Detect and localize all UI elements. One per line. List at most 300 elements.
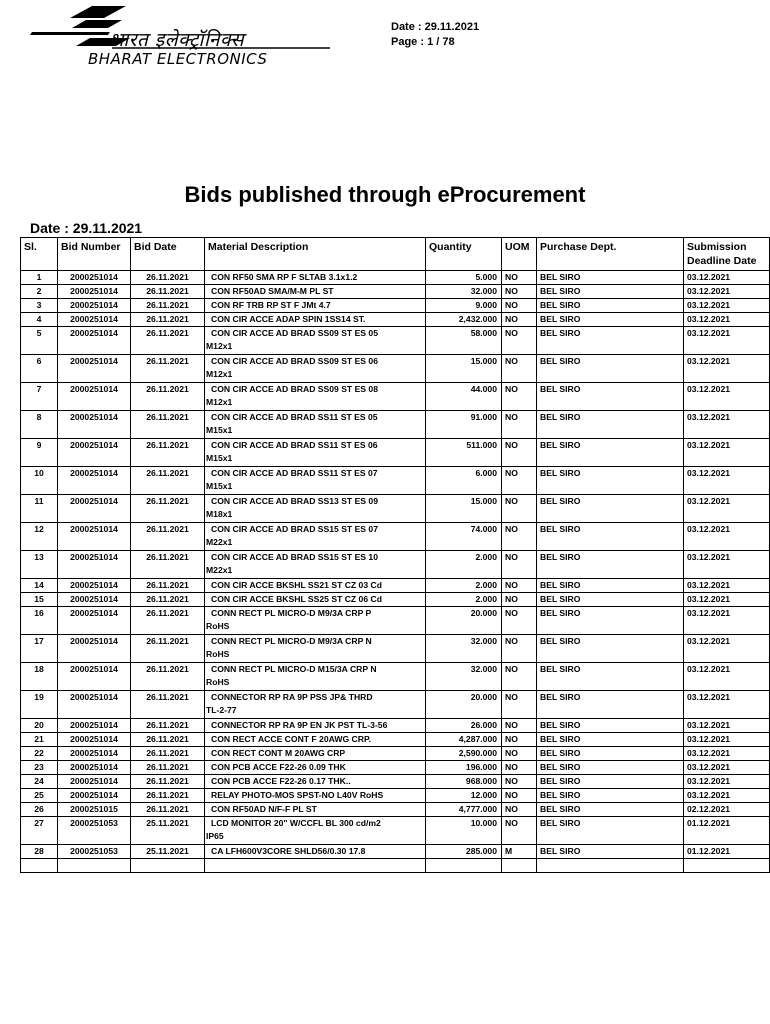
- cell-quantity: 20.000: [426, 691, 502, 719]
- description-line: CON CIR ACCE AD BRAD SS11 ST ES 05: [211, 412, 378, 422]
- cell-sl: 5: [21, 327, 58, 355]
- cell-material-description: [205, 761, 426, 775]
- description-line: CON CIR ACCE BKSHL SS25 ST CZ 06 Cd: [211, 594, 382, 604]
- cell-bid-number: 2000251014: [58, 523, 131, 551]
- cell-deadline: 03.12.2021: [684, 593, 770, 607]
- cell-bid-number: 2000251014: [58, 411, 131, 439]
- cell-bid-date: 26.11.2021: [131, 803, 205, 817]
- cell-sl: 20: [21, 719, 58, 733]
- cell-uom: NO: [502, 691, 537, 719]
- cell-bid-date: 26.11.2021: [131, 523, 205, 551]
- description-line-2: M12x1: [206, 397, 233, 407]
- table-row: [21, 733, 770, 747]
- cell-bid-date: 26.11.2021: [131, 495, 205, 523]
- description-line-2: TL-2-77: [206, 705, 237, 715]
- cell-quantity: 44.000: [426, 383, 502, 411]
- cell-bid-number: 2000251014: [58, 789, 131, 803]
- cell-deadline: 03.12.2021: [684, 411, 770, 439]
- cell-quantity: 74.000: [426, 523, 502, 551]
- cell-deadline: 03.12.2021: [684, 439, 770, 467]
- cell-quantity: 58.000: [426, 327, 502, 355]
- description-line-2: M15x1: [206, 425, 233, 435]
- cell-sl: 23: [21, 761, 58, 775]
- cell-sl: 16: [21, 607, 58, 635]
- cell-bid-date: 26.11.2021: [131, 733, 205, 747]
- table-row: [21, 761, 770, 775]
- bids-table: [20, 237, 770, 873]
- cell-purchase-dept: BEL SIRO: [537, 607, 684, 635]
- cell-deadline: 03.12.2021: [684, 495, 770, 523]
- table-row: [21, 719, 770, 733]
- cell-bid-number: 2000251014: [58, 439, 131, 467]
- cell-deadline: 03.12.2021: [684, 313, 770, 327]
- cell-sl: 21: [21, 733, 58, 747]
- table-row: [21, 383, 770, 411]
- cell-material-description: [205, 817, 426, 845]
- description-line: LCD MONITOR 20" W/CCFL BL 300 cd/m2: [211, 818, 381, 828]
- cell-uom: NO: [502, 607, 537, 635]
- cell-bid-number: 2000251014: [58, 635, 131, 663]
- description-line: CON PCB ACCE F22-26 0.09 THK: [211, 762, 346, 772]
- cell-bid-date: 26.11.2021: [131, 355, 205, 383]
- cell-uom: NO: [502, 299, 537, 313]
- cell-material-description: [205, 579, 426, 593]
- col-header-quantity: Quantity: [426, 238, 502, 271]
- description-line-2: RoHS: [206, 649, 230, 659]
- cell-purchase-dept: BEL SIRO: [537, 439, 684, 467]
- cell-uom: NO: [502, 817, 537, 845]
- description-line: CON CIR ACCE AD BRAD SS15 ST ES 07: [211, 524, 378, 534]
- cell-material-description: [205, 495, 426, 523]
- cell-purchase-dept: BEL SIRO: [537, 719, 684, 733]
- empty-row: [21, 859, 770, 873]
- cell-bid-number: 2000251014: [58, 775, 131, 789]
- cell-quantity: 9.000: [426, 299, 502, 313]
- table-row: [21, 747, 770, 761]
- cell-bid-date: 26.11.2021: [131, 285, 205, 299]
- cell-purchase-dept: BEL SIRO: [537, 523, 684, 551]
- cell-bid-number: 2000251014: [58, 579, 131, 593]
- col-header-sl: Sl.: [21, 238, 58, 271]
- description-line-2: M22x1: [206, 565, 233, 575]
- table-row: [21, 845, 770, 859]
- cell-sl: 7: [21, 383, 58, 411]
- cell-material-description: [205, 355, 426, 383]
- cell-deadline: 03.12.2021: [684, 719, 770, 733]
- page-counter: Page : 1 / 78: [391, 36, 455, 48]
- cell-sl: 3: [21, 299, 58, 313]
- cell-sl: 24: [21, 775, 58, 789]
- cell-deadline: 01.12.2021: [684, 817, 770, 845]
- empty-cell: [426, 859, 502, 873]
- cell-deadline: 03.12.2021: [684, 761, 770, 775]
- empty-cell: [58, 859, 131, 873]
- empty-cell: [21, 859, 58, 873]
- cell-purchase-dept: BEL SIRO: [537, 327, 684, 355]
- cell-bid-date: 26.11.2021: [131, 593, 205, 607]
- table-row: [21, 439, 770, 467]
- cell-sl: 15: [21, 593, 58, 607]
- cell-uom: NO: [502, 383, 537, 411]
- cell-uom: NO: [502, 733, 537, 747]
- cell-deadline: 03.12.2021: [684, 327, 770, 355]
- cell-bid-date: 26.11.2021: [131, 439, 205, 467]
- description-line-2: M18x1: [206, 509, 233, 519]
- cell-uom: NO: [502, 327, 537, 355]
- cell-quantity: 32.000: [426, 285, 502, 299]
- cell-quantity: 20.000: [426, 607, 502, 635]
- document-date: Date : 29.11.2021: [391, 21, 480, 33]
- description-line: CON RECT CONT M 20AWG CRP: [211, 748, 346, 758]
- cell-purchase-dept: BEL SIRO: [537, 411, 684, 439]
- col-header-material-description: Material Description: [205, 238, 426, 271]
- description-line: CON CIR ACCE AD BRAD SS09 ST ES 08: [211, 384, 378, 394]
- cell-sl: 1: [21, 271, 58, 285]
- document-meta: [391, 20, 479, 50]
- cell-material-description: [205, 635, 426, 663]
- description-line: CON RF TRB RP ST F JMt 4.7: [211, 300, 331, 310]
- cell-purchase-dept: BEL SIRO: [537, 733, 684, 747]
- description-line: CON CIR ACCE AD BRAD SS13 ST ES 09: [211, 496, 378, 506]
- cell-bid-number: 2000251014: [58, 607, 131, 635]
- cell-quantity: 6.000: [426, 467, 502, 495]
- cell-deadline: 03.12.2021: [684, 383, 770, 411]
- table-row: [21, 299, 770, 313]
- cell-material-description: [205, 691, 426, 719]
- cell-deadline: 01.12.2021: [684, 845, 770, 859]
- cell-material-description: [205, 719, 426, 733]
- cell-deadline: 03.12.2021: [684, 579, 770, 593]
- cell-purchase-dept: BEL SIRO: [537, 803, 684, 817]
- cell-material-description: [205, 411, 426, 439]
- cell-purchase-dept: BEL SIRO: [537, 691, 684, 719]
- cell-quantity: 196.000: [426, 761, 502, 775]
- cell-material-description: [205, 523, 426, 551]
- cell-uom: NO: [502, 551, 537, 579]
- cell-material-description: [205, 299, 426, 313]
- cell-material-description: [205, 803, 426, 817]
- cell-bid-date: 26.11.2021: [131, 383, 205, 411]
- cell-deadline: 03.12.2021: [684, 299, 770, 313]
- cell-material-description: [205, 593, 426, 607]
- cell-purchase-dept: BEL SIRO: [537, 299, 684, 313]
- table-row: [21, 355, 770, 383]
- cell-uom: NO: [502, 747, 537, 761]
- empty-cell: [131, 859, 205, 873]
- cell-uom: M: [502, 845, 537, 859]
- description-line: CONN RECT PL MICRO-D M9/3A CRP N: [211, 636, 372, 646]
- cell-uom: NO: [502, 775, 537, 789]
- table-row: [21, 411, 770, 439]
- cell-material-description: [205, 313, 426, 327]
- cell-sl: 2: [21, 285, 58, 299]
- description-line-2: RoHS: [206, 677, 230, 687]
- cell-quantity: 32.000: [426, 635, 502, 663]
- cell-bid-number: 2000251014: [58, 271, 131, 285]
- cell-material-description: [205, 467, 426, 495]
- cell-uom: NO: [502, 719, 537, 733]
- cell-uom: NO: [502, 411, 537, 439]
- cell-quantity: 285.000: [426, 845, 502, 859]
- description-line-2: M15x1: [206, 453, 233, 463]
- cell-quantity: 4,777.000: [426, 803, 502, 817]
- table-row: [21, 593, 770, 607]
- cell-deadline: 03.12.2021: [684, 733, 770, 747]
- cell-bid-date: 26.11.2021: [131, 411, 205, 439]
- empty-cell: [537, 859, 684, 873]
- cell-sl: 26: [21, 803, 58, 817]
- cell-purchase-dept: BEL SIRO: [537, 635, 684, 663]
- cell-bid-date: 26.11.2021: [131, 747, 205, 761]
- table-row: [21, 467, 770, 495]
- cell-purchase-dept: BEL SIRO: [537, 789, 684, 803]
- cell-purchase-dept: BEL SIRO: [537, 313, 684, 327]
- col-header-submission-deadline: Submission Deadline Date: [684, 238, 770, 271]
- cell-deadline: 03.12.2021: [684, 355, 770, 383]
- table-header-row: [21, 238, 770, 271]
- col-header-bid-number: Bid Number: [58, 238, 131, 271]
- cell-uom: NO: [502, 495, 537, 523]
- empty-cell: [502, 859, 537, 873]
- cell-bid-number: 2000251015: [58, 803, 131, 817]
- cell-material-description: [205, 747, 426, 761]
- description-line-2: M22x1: [206, 537, 233, 547]
- cell-purchase-dept: BEL SIRO: [537, 817, 684, 845]
- cell-sl: 19: [21, 691, 58, 719]
- cell-material-description: [205, 607, 426, 635]
- cell-sl: 27: [21, 817, 58, 845]
- empty-cell: [684, 859, 770, 873]
- logo-hindi-text: भारत इलेक्ट्रॉनिक्स: [110, 29, 245, 51]
- cell-deadline: 03.12.2021: [684, 663, 770, 691]
- cell-quantity: 2.000: [426, 593, 502, 607]
- table-row: [21, 271, 770, 285]
- description-line-2: M12x1: [206, 341, 233, 351]
- table-row: [21, 789, 770, 803]
- cell-bid-number: 2000251014: [58, 495, 131, 523]
- description-line: CONN RECT PL MICRO-D M9/3A CRP P: [211, 608, 372, 618]
- description-line: CON CIR ACCE AD BRAD SS15 ST ES 10: [211, 552, 378, 562]
- table-row: [21, 663, 770, 691]
- cell-bid-date: 26.11.2021: [131, 719, 205, 733]
- cell-purchase-dept: BEL SIRO: [537, 285, 684, 299]
- cell-sl: 18: [21, 663, 58, 691]
- table-row: [21, 285, 770, 299]
- cell-bid-number: 2000251014: [58, 285, 131, 299]
- table-row: [21, 495, 770, 523]
- cell-bid-date: 26.11.2021: [131, 579, 205, 593]
- description-line: CON CIR ACCE AD BRAD SS11 ST ES 06: [211, 440, 378, 450]
- description-line: CA LFH600V3CORE SHLD56/0.30 17.8: [211, 846, 366, 856]
- cell-bid-number: 2000251014: [58, 383, 131, 411]
- cell-bid-number: 2000251014: [58, 593, 131, 607]
- table-row: [21, 607, 770, 635]
- cell-purchase-dept: BEL SIRO: [537, 579, 684, 593]
- cell-bid-number: 2000251014: [58, 761, 131, 775]
- cell-material-description: [205, 733, 426, 747]
- cell-quantity: 4,287.000: [426, 733, 502, 747]
- cell-uom: NO: [502, 271, 537, 285]
- description-line: CON RF50AD SMA/M-M PL ST: [211, 286, 334, 296]
- cell-purchase-dept: BEL SIRO: [537, 467, 684, 495]
- cell-bid-number: 2000251014: [58, 663, 131, 691]
- table-row: [21, 635, 770, 663]
- cell-uom: NO: [502, 439, 537, 467]
- cell-deadline: 03.12.2021: [684, 467, 770, 495]
- cell-sl: 8: [21, 411, 58, 439]
- cell-bid-number: 2000251014: [58, 733, 131, 747]
- description-line: CON RECT ACCE CONT F 20AWG CRP.: [211, 734, 371, 744]
- cell-material-description: [205, 789, 426, 803]
- cell-sl: 13: [21, 551, 58, 579]
- cell-quantity: 5.000: [426, 271, 502, 285]
- description-line-2: M12x1: [206, 369, 233, 379]
- cell-quantity: 26.000: [426, 719, 502, 733]
- cell-bid-number: 2000251014: [58, 313, 131, 327]
- cell-deadline: 03.12.2021: [684, 607, 770, 635]
- cell-purchase-dept: BEL SIRO: [537, 593, 684, 607]
- cell-bid-date: 26.11.2021: [131, 663, 205, 691]
- cell-bid-date: 26.11.2021: [131, 789, 205, 803]
- table-row: [21, 327, 770, 355]
- cell-quantity: 32.000: [426, 663, 502, 691]
- cell-bid-number: 2000251014: [58, 327, 131, 355]
- cell-bid-number: 2000251014: [58, 355, 131, 383]
- cell-purchase-dept: BEL SIRO: [537, 845, 684, 859]
- cell-uom: NO: [502, 313, 537, 327]
- cell-deadline: 03.12.2021: [684, 635, 770, 663]
- description-line: CON CIR ACCE ADAP SPIN 1SS14 ST.: [211, 314, 366, 324]
- cell-uom: NO: [502, 761, 537, 775]
- description-line-2: IP65: [206, 831, 224, 841]
- description-line: CON CIR ACCE AD BRAD SS11 ST ES 07: [211, 468, 378, 478]
- logo-english-text: BHARAT ELECTRONICS: [88, 50, 268, 68]
- cell-bid-number: 2000251014: [58, 467, 131, 495]
- table-body: [21, 271, 770, 873]
- cell-material-description: [205, 327, 426, 355]
- cell-material-description: [205, 285, 426, 299]
- cell-bid-number: 2000251014: [58, 691, 131, 719]
- empty-cell: [205, 859, 426, 873]
- cell-material-description: [205, 551, 426, 579]
- cell-uom: NO: [502, 579, 537, 593]
- cell-sl: 25: [21, 789, 58, 803]
- cell-material-description: [205, 383, 426, 411]
- cell-material-description: [205, 775, 426, 789]
- description-line-2: RoHS: [206, 621, 230, 631]
- cell-sl: 11: [21, 495, 58, 523]
- description-line: CON CIR ACCE BKSHL SS21 ST CZ 03 Cd: [211, 580, 382, 590]
- cell-material-description: [205, 845, 426, 859]
- cell-purchase-dept: BEL SIRO: [537, 355, 684, 383]
- cell-deadline: 03.12.2021: [684, 789, 770, 803]
- cell-bid-date: 25.11.2021: [131, 817, 205, 845]
- cell-bid-date: 25.11.2021: [131, 845, 205, 859]
- col-header-uom: UOM: [502, 238, 537, 271]
- table-row: [21, 551, 770, 579]
- date-heading: Date : 29.11.2021: [30, 220, 143, 236]
- cell-quantity: 15.000: [426, 495, 502, 523]
- cell-sl: 17: [21, 635, 58, 663]
- cell-quantity: 91.000: [426, 411, 502, 439]
- cell-uom: NO: [502, 635, 537, 663]
- table-row: [21, 523, 770, 551]
- description-line: CONN RECT PL MICRO-D M15/3A CRP N: [211, 664, 377, 674]
- cell-material-description: [205, 439, 426, 467]
- table-row: [21, 817, 770, 845]
- cell-sl: 12: [21, 523, 58, 551]
- cell-bid-number: 2000251014: [58, 719, 131, 733]
- table-row: [21, 691, 770, 719]
- cell-bid-date: 26.11.2021: [131, 775, 205, 789]
- cell-purchase-dept: BEL SIRO: [537, 495, 684, 523]
- cell-bid-number: 2000251053: [58, 845, 131, 859]
- table-row: [21, 579, 770, 593]
- cell-bid-date: 26.11.2021: [131, 467, 205, 495]
- cell-uom: NO: [502, 467, 537, 495]
- cell-sl: 6: [21, 355, 58, 383]
- cell-uom: NO: [502, 285, 537, 299]
- cell-quantity: 12.000: [426, 789, 502, 803]
- cell-quantity: 511.000: [426, 439, 502, 467]
- cell-sl: 28: [21, 845, 58, 859]
- cell-uom: NO: [502, 355, 537, 383]
- cell-material-description: [205, 271, 426, 285]
- cell-quantity: 15.000: [426, 355, 502, 383]
- description-line: CONNECTOR RP RA 9P EN JK PST TL-3-56: [211, 720, 388, 730]
- cell-bid-date: 26.11.2021: [131, 691, 205, 719]
- table-row: [21, 803, 770, 817]
- cell-bid-date: 26.11.2021: [131, 313, 205, 327]
- cell-bid-date: 26.11.2021: [131, 327, 205, 355]
- cell-deadline: 03.12.2021: [684, 285, 770, 299]
- description-line: CON CIR ACCE AD BRAD SS09 ST ES 05: [211, 328, 378, 338]
- cell-sl: 14: [21, 579, 58, 593]
- cell-quantity: 2,432.000: [426, 313, 502, 327]
- cell-purchase-dept: BEL SIRO: [537, 551, 684, 579]
- col-header-bid-date: Bid Date: [131, 238, 205, 271]
- cell-quantity: 2.000: [426, 551, 502, 579]
- cell-deadline: 02.12.2021: [684, 803, 770, 817]
- description-line: CON CIR ACCE AD BRAD SS09 ST ES 06: [211, 356, 378, 366]
- description-line: CON RF50 SMA RP F SLTAB 3.1x1.2: [211, 272, 358, 282]
- cell-purchase-dept: BEL SIRO: [537, 761, 684, 775]
- cell-purchase-dept: BEL SIRO: [537, 747, 684, 761]
- cell-bid-date: 26.11.2021: [131, 761, 205, 775]
- table-row: [21, 313, 770, 327]
- cell-purchase-dept: BEL SIRO: [537, 383, 684, 411]
- cell-uom: NO: [502, 803, 537, 817]
- cell-uom: NO: [502, 663, 537, 691]
- col-header-purchase-dept: Purchase Dept.: [537, 238, 684, 271]
- cell-quantity: 2,590.000: [426, 747, 502, 761]
- description-line: RELAY PHOTO-MOS SPST-NO L40V RoHS: [211, 790, 384, 800]
- cell-deadline: 03.12.2021: [684, 271, 770, 285]
- cell-uom: NO: [502, 789, 537, 803]
- cell-deadline: 03.12.2021: [684, 551, 770, 579]
- cell-deadline: 03.12.2021: [684, 523, 770, 551]
- description-line: CON RF50AD N/F-F PL ST: [211, 804, 317, 814]
- cell-purchase-dept: BEL SIRO: [537, 775, 684, 789]
- cell-bid-date: 26.11.2021: [131, 607, 205, 635]
- table-row: [21, 775, 770, 789]
- cell-deadline: 03.12.2021: [684, 775, 770, 789]
- cell-bid-date: 26.11.2021: [131, 271, 205, 285]
- bel-logo: [30, 4, 340, 74]
- cell-quantity: 10.000: [426, 817, 502, 845]
- cell-quantity: 2.000: [426, 579, 502, 593]
- cell-bid-date: 26.11.2021: [131, 299, 205, 313]
